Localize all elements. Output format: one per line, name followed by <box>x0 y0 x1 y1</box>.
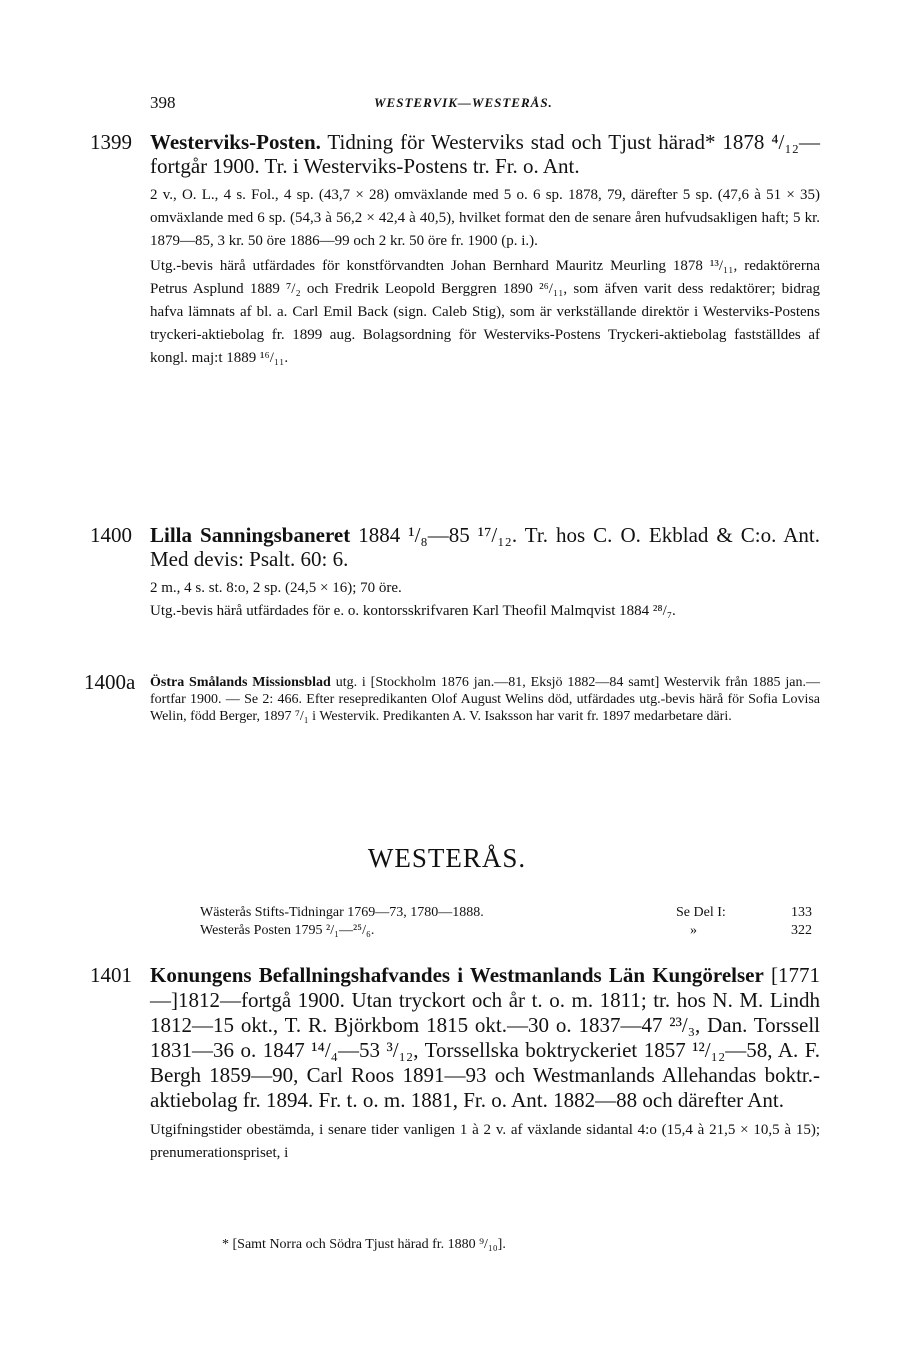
entry-title: Konungens Befallningshafvandes i Westmanlands Län Kungörelser <box>150 963 764 987</box>
entry-note: Utgifningstider obestämda, i senare tider vanligen 1 à 2 v. af växlande sidantal 4:o (15,4 à 21,5 × 10,5 à 15); prenumerationspriset, i <box>150 1122 820 1161</box>
running-header <box>150 93 820 115</box>
entry-lead: 1884 ¹/₈—85 ¹⁷/₁₂. Tr. hos C. O. Ekblad & C:o. Ant. Med devis: Psalt. 60: 6. <box>150 523 821 571</box>
page-number: 398 <box>150 93 176 112</box>
entry-1400a <box>84 670 820 725</box>
entry-number: 1400 <box>90 523 132 547</box>
entry-heading <box>150 963 820 1113</box>
entry-title: Lilla Sanningsbaneret <box>150 523 351 547</box>
entry-format: 2 m., 4 s. st. 8:o, 2 sp. (24,5 × 16); 70 öre. <box>150 580 402 596</box>
entry-note: Utg.-bevis härå utfärdades för e. o. kontorsskrifvaren Karl Theofil Malmqvist 1884 ²⁸/₇. <box>150 603 676 619</box>
xref-ref: » <box>690 923 697 938</box>
entry-lead: [1771—]1812—fortgå 1900. Utan tryckort och år t. o. m. 1811; tr. hos N. M. Lindh 1812—15 okt., T. R. Björkbom 1815 okt.—30 o. 1837—47 ²³/₃, Dan. Torssell 1831—36 o. 1847 ¹⁴/₄—53 ³/₁₂, Torssellska boktryckeriet 1857 ¹²/₁₂—58, A. F. Bergh 1859—90, Carl Roos 1891—93 och Westmanlands Allehandas boktr.-aktiebolag fr. 1894. Fr. t. o. m. 1881, Fr. o. Ant. 1882—88 och därefter Ant. <box>150 963 820 1112</box>
entry-1399 <box>90 130 821 370</box>
xref-title: Wästerås Stifts-Tidningar 1769—73, 1780—1888. <box>200 905 484 920</box>
entry-heading <box>150 523 820 571</box>
entry-title: Westerviks-Posten. <box>150 130 321 154</box>
entry-title: Östra Smålands Missionsblad <box>150 675 331 690</box>
running-title: WESTERVIK—WESTERÅS. <box>374 95 553 110</box>
entry-1400 <box>90 523 821 623</box>
entry-lead: Tidning för Westerviks stad och Tjust härad* 1878 ⁴/₁₂—fortgår 1900. Tr. i Westerviks-Postens tr. Fr. o. Ant. <box>150 130 821 178</box>
entry-body <box>150 670 820 725</box>
entry-format: 2 v., O. L., 4 s. Fol., 4 sp. (43,7 × 28) omväxlande med 5 o. 6 sp. 1878, 79, därefter 5 sp. (47,6 à 51 × 35) omväxlande med 6 sp. (54,3 à 56,2 × 42,4 à 40,5), hvilket format den de senare åren hufvudsakligen haft; 5 kr. 1879—85, 3 kr. 50 öre 1886—99 och 2 kr. 50 öre fr. 1900 (p. i.). <box>150 187 820 249</box>
entry-number: 1399 <box>90 130 132 154</box>
entry-number: 1400a <box>84 670 136 694</box>
entry-1401 <box>90 963 820 1165</box>
xref-page: 133 <box>791 905 812 920</box>
entry-lead: utg. i [Stockholm 1876 jan.—81, Eksjö 1882—84 samt] Westervik från 1885 jan.—fortfar 1900. — Se 2: 466. Efter resepredikanten Olof August Welins död, utfärdades utg.-bevis härå för Sofia Lovisa Welin, född Berger, 1897 ⁷/₁ i Westervik. Predikanten A. V. Isaksson har varit fr. 1897 medarbetare däri. <box>150 675 820 724</box>
xref-page: 322 <box>791 923 812 938</box>
entry-heading <box>150 130 820 178</box>
entry-number: 1401 <box>90 963 132 987</box>
entry-note: Utg.-bevis härå utfärdades för konstförvandten Johan Bernhard Mauritz Meurling 1878 ¹³/₁₁, redaktörerna Petrus Asplund 1889 ⁷/₂ och Fredrik Leopold Berggren 1890 ²⁶/₁₁, som äfven varit dess redaktörer; bidrag hafva lämnats af bl. a. Carl Emil Back (sign. Caleb Stig), som är verkställande direktör i Westerviks-Postens tryckeri-aktiebolag fr. 1899 aug. Bolagsordning för Westerviks-Postens Tryckeri-aktiebolag fastställdes af kongl. maj:t 1889 ¹⁶/₁₁. <box>150 258 820 366</box>
section-heading: WESTERÅS. <box>367 843 527 873</box>
footnote: * [Samt Norra och Södra Tjust härad fr. 1880 ⁹/₁₀]. <box>222 1237 506 1252</box>
xref-title: Westerås Posten 1795 ²/₁—²⁵/₆. <box>200 923 375 938</box>
xref-ref: Se Del I: <box>676 905 726 920</box>
